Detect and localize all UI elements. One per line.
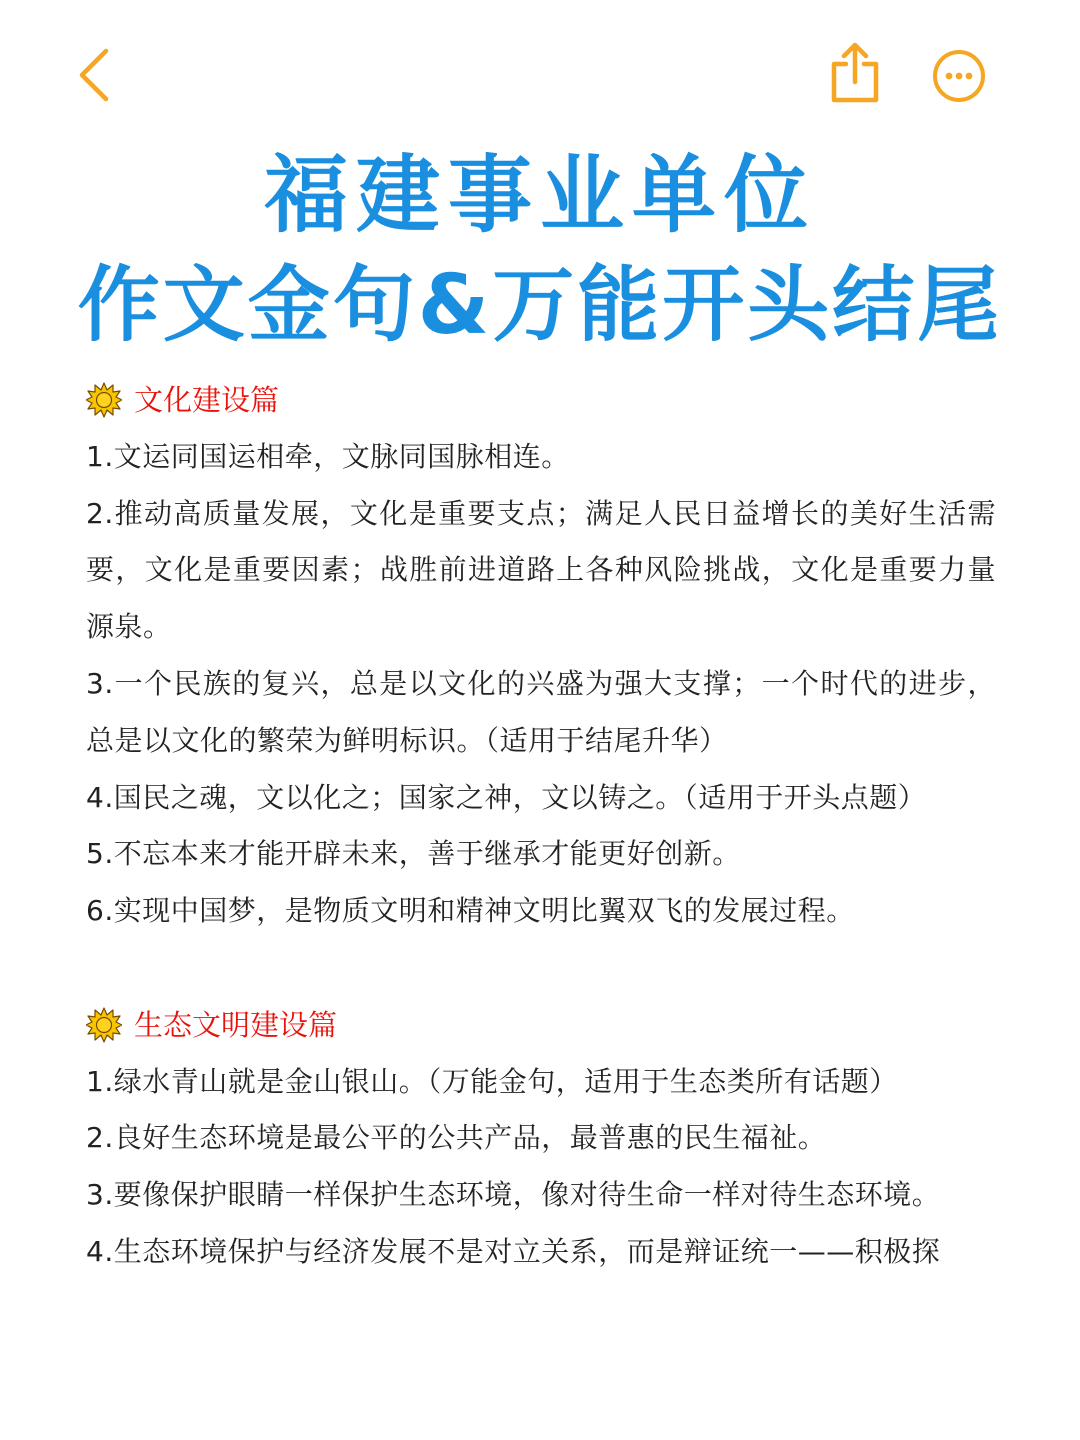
sun-icon xyxy=(86,1007,122,1043)
list-item: 6.实现中国梦，是物质文明和精神文明比翼双飞的发展过程。 xyxy=(86,894,855,928)
back-button[interactable] xyxy=(70,45,120,105)
section-heading-text: 文化建设篇 xyxy=(134,383,280,417)
share-button[interactable] xyxy=(826,40,884,106)
list-item: 4.国民之魂，文以化之；国家之神，文以铸之。（适用于开头点题） xyxy=(86,780,927,814)
list-item: 1.文运同国运相牵，文脉同国脉相连。 xyxy=(86,439,570,473)
section-heading xyxy=(86,372,996,429)
list-item: 5.不忘本来才能开辟未来，善于继承才能更好创新。 xyxy=(86,837,741,871)
list-item: 2.良好生态环境是最公平的公共产品，最普惠的民生福祉。 xyxy=(86,1121,827,1155)
list-item: 4.生态环境保护与经济发展不是对立关系，而是辩证统一——积极探 xyxy=(86,1234,941,1268)
article-body xyxy=(86,372,996,1281)
section-ecology xyxy=(86,997,996,1281)
page-title-line-2: 作文金句&万能开头结尾 xyxy=(77,258,1003,353)
section-heading xyxy=(86,997,996,1054)
chevron-left-icon xyxy=(70,45,120,105)
more-options-button[interactable] xyxy=(928,45,990,107)
section-culture xyxy=(86,372,996,940)
more-dots-icon xyxy=(928,45,990,107)
share-icon xyxy=(826,40,884,106)
list-item: 1.绿水青山就是金山银山。（万能金句，适用于生态类所有话题） xyxy=(86,1064,898,1098)
section-spacer xyxy=(86,940,996,997)
section-heading-text: 生态文明建设篇 xyxy=(134,1007,338,1042)
sun-icon xyxy=(86,382,122,418)
page-title-line-1: 福建事业单位 xyxy=(263,146,816,244)
list-item: 3.一个民族的复兴，总是以文化的兴盛为强大支撑；一个时代的进步，总是以文化的繁荣为鲜明标识。（适用于结尾升华） xyxy=(86,666,996,757)
list-item: 2.推动高质量发展，文化是重要支点；满足人民日益增长的美好生活需要，文化是重要因素；战胜前进道路上各种风险挑战，文化是重要力量源泉。 xyxy=(86,496,996,644)
list-item: 3.要像保护眼睛一样保护生态环境，像对待生命一样对待生态环境。 xyxy=(86,1178,941,1212)
